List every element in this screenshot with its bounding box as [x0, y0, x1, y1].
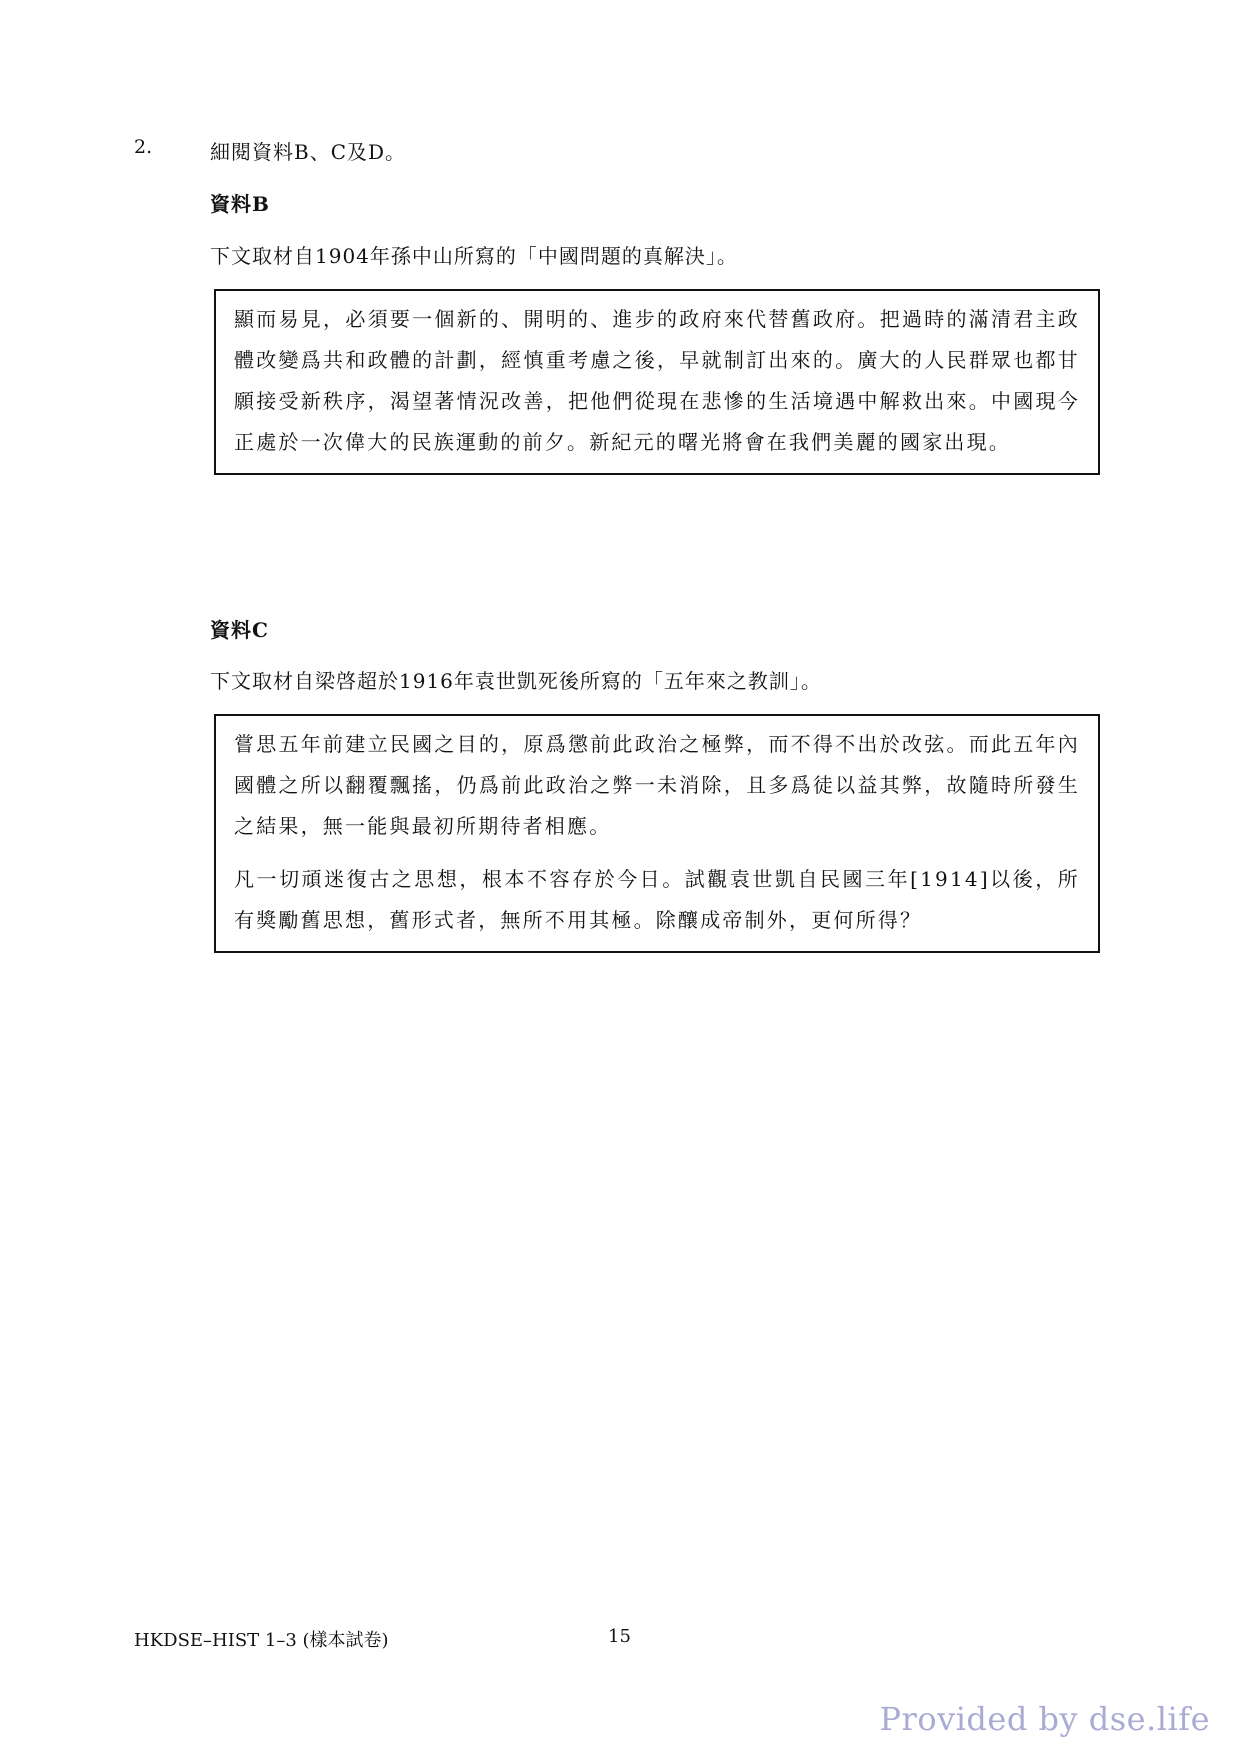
source-c-paragraph-1: 嘗思五年前建立民國之目的，原爲懲前此政治之極弊，而不得不出於改弦。而此五年內國體之所以翻覆飄搖，仍爲前此政治之弊一未消除，且多爲徒以益其弊，故隨時所發生之結果，無一能與最初所期待者相應。: [234, 732, 1080, 838]
source-b-intro: 下文取材自1904年孫中山所寫的「中國問題的真解決」。: [210, 244, 738, 268]
source-c-heading: 資料C: [210, 618, 269, 642]
source-c-intro: 下文取材自梁啓超於1916年袁世凱死後所寫的「五年來之教訓」。: [210, 669, 822, 693]
source-c-paragraph-2: 凡一切頑迷復古之思想，根本不容存於今日。試觀袁世凱自民國三年[1914]以後，所有獎勵舊思想，舊形式者，無所不用其極。除釀成帝制外，更何所得？: [234, 867, 1080, 932]
source-b-heading: 資料B: [210, 192, 270, 216]
footer-page-number: 15: [608, 1626, 631, 1647]
watermark-link[interactable]: Provided by dse.life: [879, 1700, 1210, 1738]
question-instruction: 細閱資料B、C及D。: [210, 140, 407, 164]
source-b-box: [214, 289, 1100, 475]
question-number: 2.: [134, 136, 153, 158]
source-b-paragraph: 顯而易見，必須要一個新的、開明的、進步的政府來代替舊政府。把過時的滿清君主政體改變爲共和政體的計劃，經慎重考慮之後，早就制訂出來的。廣大的人民群眾也都甘願接受新秩序，渴望著情況改善，把他們從現在悲慘的生活境遇中解救出來。中國現今正處於一次偉大的民族運動的前夕。新紀元的曙光將會在我們美麗的國家出現。: [234, 307, 1080, 454]
footer-paper-code: HKDSE–HIST 1–3 (樣本試卷): [134, 1630, 389, 1651]
source-c-box: [214, 714, 1100, 953]
